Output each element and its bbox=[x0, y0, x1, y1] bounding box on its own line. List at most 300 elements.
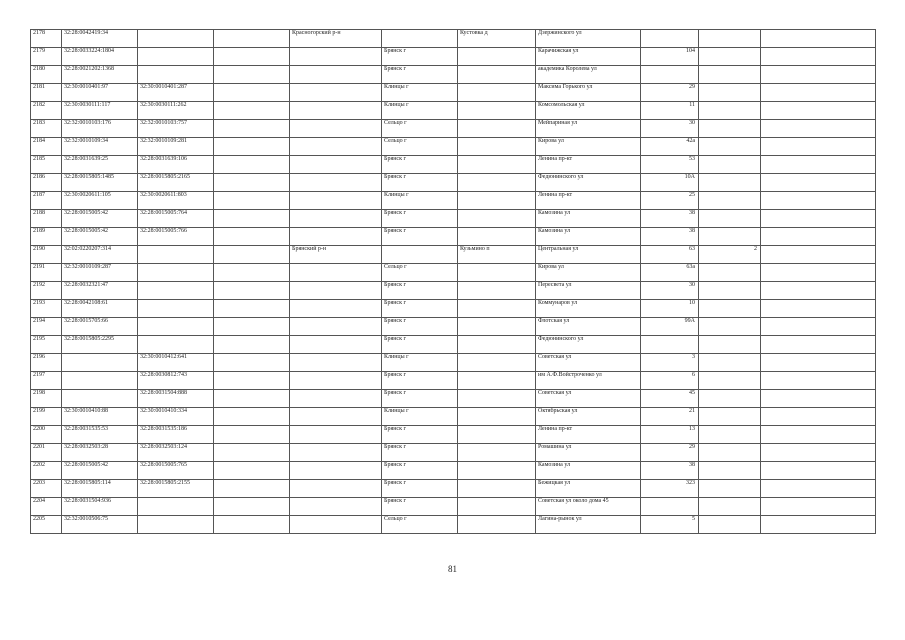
cell-house-number: 38 bbox=[641, 462, 699, 480]
cell-house-number bbox=[641, 498, 699, 516]
cell-city: Сельцо г bbox=[382, 138, 458, 156]
cell-row-number: 2195 bbox=[31, 336, 62, 354]
cell-building-number bbox=[699, 462, 761, 480]
cell-cell-blank bbox=[214, 228, 290, 246]
cell-cell-blank bbox=[214, 372, 290, 390]
cell-building-number bbox=[699, 336, 761, 354]
cell-cadastral-number-building: 32:30:0030111:262 bbox=[138, 102, 214, 120]
cell-settlement bbox=[458, 480, 536, 498]
cell-row-number: 2186 bbox=[31, 174, 62, 192]
cell-house-number: 30 bbox=[641, 120, 699, 138]
cell-settlement bbox=[458, 102, 536, 120]
cell-street: Ленина пр-кт bbox=[536, 192, 641, 210]
cell-row-number: 2201 bbox=[31, 444, 62, 462]
cell-row-number: 2204 bbox=[31, 498, 62, 516]
cell-city: Сельцо г bbox=[382, 516, 458, 534]
cell-settlement bbox=[458, 318, 536, 336]
cell-settlement: Кузьмино п bbox=[458, 246, 536, 264]
table-row bbox=[31, 426, 876, 444]
cell-city: Брянск г bbox=[382, 300, 458, 318]
cell-cadastral-number-building bbox=[138, 498, 214, 516]
cell-street: Федюнинского ул bbox=[536, 336, 641, 354]
cell-district bbox=[290, 408, 382, 426]
cell-house-number: 3 bbox=[641, 354, 699, 372]
cell-cell-blank bbox=[214, 30, 290, 48]
cell-district bbox=[290, 192, 382, 210]
cell-cadastral-number: 32:30:0010410:88 bbox=[62, 408, 138, 426]
cell-cell-blank bbox=[214, 120, 290, 138]
table-row bbox=[31, 300, 876, 318]
cell-row-number: 2183 bbox=[31, 120, 62, 138]
cell-cell-blank bbox=[214, 336, 290, 354]
cell-city bbox=[382, 30, 458, 48]
cell-building-number bbox=[699, 174, 761, 192]
table-row bbox=[31, 192, 876, 210]
cell-cadastral-number-building: 32:28:0015805:2165 bbox=[138, 174, 214, 192]
cell-row-number: 2185 bbox=[31, 156, 62, 174]
cell-house-number: 323 bbox=[641, 480, 699, 498]
cell-district bbox=[290, 390, 382, 408]
cell-cadastral-number: 32:30:0020611:105 bbox=[62, 192, 138, 210]
cell-cadastral-number-building: 32:30:0010410:334 bbox=[138, 408, 214, 426]
cell-settlement bbox=[458, 462, 536, 480]
cell-cadastral-number: 32:32:0010109:34 bbox=[62, 138, 138, 156]
cell-cell-note bbox=[761, 336, 876, 354]
cell-cell-blank bbox=[214, 84, 290, 102]
cell-cadastral-number-building: 32:32:0010109:281 bbox=[138, 138, 214, 156]
cell-cell-blank bbox=[214, 516, 290, 534]
cell-street: Кирова ул bbox=[536, 138, 641, 156]
cell-cell-note bbox=[761, 192, 876, 210]
table-row bbox=[31, 246, 876, 264]
cell-settlement bbox=[458, 354, 536, 372]
cell-cadastral-number: 32:28:0042419:34 bbox=[62, 30, 138, 48]
cell-city: Брянск г bbox=[382, 228, 458, 246]
cell-cadastral-number: 32:02:0220207:314 bbox=[62, 246, 138, 264]
cell-cell-blank bbox=[214, 498, 290, 516]
cell-cadastral-number: 32:32:0010109:287 bbox=[62, 264, 138, 282]
cell-settlement bbox=[458, 228, 536, 246]
cell-street: Камозина ул bbox=[536, 462, 641, 480]
table-row bbox=[31, 498, 876, 516]
cell-settlement bbox=[458, 426, 536, 444]
cell-cell-blank bbox=[214, 462, 290, 480]
cell-cadastral-number-building: 32:30:0020611:803 bbox=[138, 192, 214, 210]
cell-building-number bbox=[699, 498, 761, 516]
cell-cadastral-number: 32:28:0015805:2295 bbox=[62, 336, 138, 354]
cell-building-number bbox=[699, 426, 761, 444]
cell-cell-blank bbox=[214, 102, 290, 120]
cell-cadastral-number-building: 32:30:0010401:287 bbox=[138, 84, 214, 102]
cell-cadastral-number-building bbox=[138, 516, 214, 534]
cell-district bbox=[290, 354, 382, 372]
cell-district bbox=[290, 318, 382, 336]
cell-row-number: 2202 bbox=[31, 462, 62, 480]
cell-house-number: 63а bbox=[641, 264, 699, 282]
cell-cell-blank bbox=[214, 156, 290, 174]
cell-cell-blank bbox=[214, 426, 290, 444]
cell-district: Красногорский р-н bbox=[290, 30, 382, 48]
cell-city: Клинцы г bbox=[382, 84, 458, 102]
cell-district bbox=[290, 282, 382, 300]
cell-cadastral-number: 32:28:0031535:53 bbox=[62, 426, 138, 444]
cell-district bbox=[290, 426, 382, 444]
table-row bbox=[31, 444, 876, 462]
cell-row-number: 2182 bbox=[31, 102, 62, 120]
cell-building-number bbox=[699, 354, 761, 372]
cell-district bbox=[290, 174, 382, 192]
cell-building-number bbox=[699, 138, 761, 156]
cell-cell-note bbox=[761, 102, 876, 120]
page-number: 81 bbox=[448, 564, 457, 574]
cell-street: Пересвета ул bbox=[536, 282, 641, 300]
cell-cell-blank bbox=[214, 444, 290, 462]
cell-city: Брянск г bbox=[382, 372, 458, 390]
cell-house-number: 42а bbox=[641, 138, 699, 156]
cell-row-number: 2178 bbox=[31, 30, 62, 48]
cell-cell-note bbox=[761, 138, 876, 156]
cell-building-number bbox=[699, 120, 761, 138]
cell-street: Флотская ул bbox=[536, 318, 641, 336]
cell-city: Брянск г bbox=[382, 426, 458, 444]
table-row bbox=[31, 390, 876, 408]
cell-settlement bbox=[458, 192, 536, 210]
cell-row-number: 2205 bbox=[31, 516, 62, 534]
cell-city: Клинцы г bbox=[382, 354, 458, 372]
cell-district bbox=[290, 210, 382, 228]
cell-settlement bbox=[458, 336, 536, 354]
cell-cell-blank bbox=[214, 300, 290, 318]
cell-settlement bbox=[458, 498, 536, 516]
cell-house-number bbox=[641, 336, 699, 354]
cell-row-number: 2190 bbox=[31, 246, 62, 264]
cell-cell-note bbox=[761, 354, 876, 372]
cell-house-number: 5 bbox=[641, 516, 699, 534]
cell-city: Брянск г bbox=[382, 66, 458, 84]
cell-district bbox=[290, 516, 382, 534]
cell-cadastral-number bbox=[62, 354, 138, 372]
cell-district bbox=[290, 228, 382, 246]
cell-cell-blank bbox=[214, 282, 290, 300]
table-row bbox=[31, 156, 876, 174]
cell-street: Советская ул около дома 45 bbox=[536, 498, 641, 516]
cell-district bbox=[290, 444, 382, 462]
cell-cell-note bbox=[761, 30, 876, 48]
cell-settlement bbox=[458, 66, 536, 84]
cell-cadastral-number: 32:32:0010103:176 bbox=[62, 120, 138, 138]
cell-house-number: 104 bbox=[641, 48, 699, 66]
cell-building-number bbox=[699, 282, 761, 300]
cell-cadastral-number: 32:28:0032321:47 bbox=[62, 282, 138, 300]
table-row bbox=[31, 84, 876, 102]
cell-cell-note bbox=[761, 444, 876, 462]
cell-house-number: 10А bbox=[641, 174, 699, 192]
cell-cell-note bbox=[761, 282, 876, 300]
cell-building-number bbox=[699, 210, 761, 228]
cell-district bbox=[290, 372, 382, 390]
cell-street: Советская ул bbox=[536, 390, 641, 408]
cell-building-number bbox=[699, 102, 761, 120]
table-row bbox=[31, 354, 876, 372]
cell-building-number bbox=[699, 30, 761, 48]
cell-row-number: 2180 bbox=[31, 66, 62, 84]
cell-cell-note bbox=[761, 174, 876, 192]
cell-cell-blank bbox=[214, 480, 290, 498]
cell-street: Лагина-рынок ул bbox=[536, 516, 641, 534]
cell-cadastral-number-building: 32:28:0031504:888 bbox=[138, 390, 214, 408]
cell-city: Брянск г bbox=[382, 462, 458, 480]
cell-cell-blank bbox=[214, 48, 290, 66]
cell-street: Дзержинского ул bbox=[536, 30, 641, 48]
cell-cadastral-number-building: 32:28:0030812:743 bbox=[138, 372, 214, 390]
table-row bbox=[31, 516, 876, 534]
cell-cadastral-number: 32:30:0010401:97 bbox=[62, 84, 138, 102]
cell-cell-note bbox=[761, 48, 876, 66]
cell-cadastral-number: 32:28:0015005:42 bbox=[62, 228, 138, 246]
cell-building-number bbox=[699, 390, 761, 408]
cell-cell-blank bbox=[214, 210, 290, 228]
cell-street: Кирова ул bbox=[536, 264, 641, 282]
cell-street: им А.Ф.Войстроченко ул bbox=[536, 372, 641, 390]
cell-cell-blank bbox=[214, 138, 290, 156]
table-row bbox=[31, 48, 876, 66]
cell-cell-blank bbox=[214, 192, 290, 210]
cell-cadastral-number-building: 32:28:0015005:764 bbox=[138, 210, 214, 228]
cell-row-number: 2193 bbox=[31, 300, 62, 318]
cell-city: Клинцы г bbox=[382, 102, 458, 120]
cell-row-number: 2184 bbox=[31, 138, 62, 156]
cell-cell-note bbox=[761, 516, 876, 534]
cell-city: Брянск г bbox=[382, 390, 458, 408]
cell-cell-note bbox=[761, 408, 876, 426]
table-row bbox=[31, 462, 876, 480]
table-row bbox=[31, 264, 876, 282]
cell-building-number bbox=[699, 192, 761, 210]
cell-building-number bbox=[699, 372, 761, 390]
table-row bbox=[31, 30, 876, 48]
cell-street: академика Королева ул bbox=[536, 66, 641, 84]
table-row bbox=[31, 408, 876, 426]
cell-row-number: 2188 bbox=[31, 210, 62, 228]
cell-street: Ленина пр-кт bbox=[536, 426, 641, 444]
cell-house-number: 38 bbox=[641, 228, 699, 246]
cell-cell-blank bbox=[214, 174, 290, 192]
cell-house-number: 38 bbox=[641, 210, 699, 228]
cell-cell-note bbox=[761, 156, 876, 174]
table-row bbox=[31, 120, 876, 138]
cell-row-number: 2194 bbox=[31, 318, 62, 336]
cell-settlement bbox=[458, 120, 536, 138]
cell-city: Брянск г bbox=[382, 282, 458, 300]
cell-cadastral-number bbox=[62, 372, 138, 390]
cell-cadastral-number-building bbox=[138, 282, 214, 300]
cell-city: Брянск г bbox=[382, 174, 458, 192]
cell-district bbox=[290, 462, 382, 480]
cell-street: Советская ул bbox=[536, 354, 641, 372]
cell-cadastral-number-building: 32:28:0032503:124 bbox=[138, 444, 214, 462]
cell-house-number: 21 bbox=[641, 408, 699, 426]
cell-settlement bbox=[458, 48, 536, 66]
cell-city: Сельцо г bbox=[382, 264, 458, 282]
cell-cadastral-number-building: 32:28:0015805:2155 bbox=[138, 480, 214, 498]
cell-street: Камозина ул bbox=[536, 228, 641, 246]
cell-cadastral-number: 32:28:0031504:936 bbox=[62, 498, 138, 516]
cell-city: Брянск г bbox=[382, 444, 458, 462]
cell-building-number bbox=[699, 318, 761, 336]
cell-cell-note bbox=[761, 120, 876, 138]
cell-building-number bbox=[699, 408, 761, 426]
cell-cadastral-number: 32:32:0010506:75 bbox=[62, 516, 138, 534]
cell-cadastral-number-building: 32:28:0015005:766 bbox=[138, 228, 214, 246]
cell-street: Коммунаров ул bbox=[536, 300, 641, 318]
cell-district bbox=[290, 66, 382, 84]
table-row bbox=[31, 372, 876, 390]
cell-street: Ромашина ул bbox=[536, 444, 641, 462]
cell-house-number: 29 bbox=[641, 84, 699, 102]
cell-district bbox=[290, 156, 382, 174]
cell-cell-note bbox=[761, 426, 876, 444]
cell-row-number: 2199 bbox=[31, 408, 62, 426]
cell-cell-note bbox=[761, 246, 876, 264]
cell-district bbox=[290, 48, 382, 66]
cell-cadastral-number-building bbox=[138, 300, 214, 318]
cell-row-number: 2198 bbox=[31, 390, 62, 408]
cell-cadastral-number: 32:28:0015005:42 bbox=[62, 462, 138, 480]
cell-settlement bbox=[458, 444, 536, 462]
cell-city: Клинцы г bbox=[382, 408, 458, 426]
cell-street: Октябрьская ул bbox=[536, 408, 641, 426]
cell-house-number: 29 bbox=[641, 444, 699, 462]
cell-cadastral-number-building bbox=[138, 30, 214, 48]
cell-settlement bbox=[458, 210, 536, 228]
cell-street: Бежицкая ул bbox=[536, 480, 641, 498]
cell-cadastral-number: 32:28:0015005:42 bbox=[62, 210, 138, 228]
cell-building-number bbox=[699, 156, 761, 174]
cell-cell-note bbox=[761, 480, 876, 498]
cell-row-number: 2203 bbox=[31, 480, 62, 498]
cell-row-number: 2179 bbox=[31, 48, 62, 66]
cell-settlement: Кустовка д bbox=[458, 30, 536, 48]
cell-building-number bbox=[699, 48, 761, 66]
cell-cell-note bbox=[761, 66, 876, 84]
cell-cadastral-number-building: 32:28:0015005:765 bbox=[138, 462, 214, 480]
cell-building-number bbox=[699, 264, 761, 282]
cell-settlement bbox=[458, 84, 536, 102]
cell-district bbox=[290, 300, 382, 318]
cell-district bbox=[290, 264, 382, 282]
cell-row-number: 2197 bbox=[31, 372, 62, 390]
table-row bbox=[31, 318, 876, 336]
register-table-body bbox=[31, 30, 876, 534]
cell-cell-note bbox=[761, 318, 876, 336]
cell-house-number bbox=[641, 66, 699, 84]
cell-house-number: 13 bbox=[641, 426, 699, 444]
table-row bbox=[31, 282, 876, 300]
cell-house-number: 45 bbox=[641, 390, 699, 408]
table-row bbox=[31, 228, 876, 246]
table-row bbox=[31, 174, 876, 192]
cell-building-number bbox=[699, 444, 761, 462]
cell-settlement bbox=[458, 174, 536, 192]
cell-cadastral-number: 32:28:0015805:1485 bbox=[62, 174, 138, 192]
cell-settlement bbox=[458, 516, 536, 534]
cell-cell-note bbox=[761, 390, 876, 408]
cell-row-number: 2181 bbox=[31, 84, 62, 102]
cell-district bbox=[290, 336, 382, 354]
cell-settlement bbox=[458, 300, 536, 318]
cell-cell-blank bbox=[214, 246, 290, 264]
cell-building-number: 2 bbox=[699, 246, 761, 264]
cell-house-number: 6 bbox=[641, 372, 699, 390]
cell-street: Карачижская ул bbox=[536, 48, 641, 66]
cell-cell-note bbox=[761, 462, 876, 480]
cell-city bbox=[382, 246, 458, 264]
cell-building-number bbox=[699, 84, 761, 102]
cell-building-number bbox=[699, 516, 761, 534]
cell-street: Ленина пр-кт bbox=[536, 156, 641, 174]
cell-cadastral-number: 32:28:0015805:114 bbox=[62, 480, 138, 498]
cell-cadastral-number: 32:28:0042108:61 bbox=[62, 300, 138, 318]
table-row bbox=[31, 102, 876, 120]
cell-cell-note bbox=[761, 264, 876, 282]
cell-cadastral-number-building bbox=[138, 246, 214, 264]
cell-settlement bbox=[458, 156, 536, 174]
cell-building-number bbox=[699, 480, 761, 498]
cell-house-number: 30 bbox=[641, 282, 699, 300]
cell-house-number: 10 bbox=[641, 300, 699, 318]
cell-settlement bbox=[458, 264, 536, 282]
table-row bbox=[31, 480, 876, 498]
cell-district bbox=[290, 102, 382, 120]
cell-district bbox=[290, 480, 382, 498]
cell-settlement bbox=[458, 390, 536, 408]
cell-cell-note bbox=[761, 84, 876, 102]
cell-cadastral-number-building bbox=[138, 264, 214, 282]
cell-cell-blank bbox=[214, 354, 290, 372]
register-table bbox=[30, 29, 876, 534]
cell-house-number: 25 bbox=[641, 192, 699, 210]
cell-cell-note bbox=[761, 210, 876, 228]
cell-cadastral-number-building bbox=[138, 66, 214, 84]
table-row bbox=[31, 210, 876, 228]
cell-row-number: 2192 bbox=[31, 282, 62, 300]
cell-cell-blank bbox=[214, 318, 290, 336]
cell-settlement bbox=[458, 282, 536, 300]
cell-street: Центральная ул bbox=[536, 246, 641, 264]
cell-row-number: 2200 bbox=[31, 426, 62, 444]
cell-house-number: 99А bbox=[641, 318, 699, 336]
cell-street: Федюнинского ул bbox=[536, 174, 641, 192]
cell-cadastral-number-building: 32:28:0031639:106 bbox=[138, 156, 214, 174]
cell-settlement bbox=[458, 138, 536, 156]
cell-cell-note bbox=[761, 372, 876, 390]
cell-district: Брянский р-н bbox=[290, 246, 382, 264]
cell-cadastral-number: 32:30:0030111:117 bbox=[62, 102, 138, 120]
cell-cell-blank bbox=[214, 408, 290, 426]
cell-cell-blank bbox=[214, 264, 290, 282]
cell-cadastral-number-building: 32:32:0010103:757 bbox=[138, 120, 214, 138]
cell-cadastral-number bbox=[62, 390, 138, 408]
cell-cell-blank bbox=[214, 390, 290, 408]
cell-cadastral-number-building bbox=[138, 336, 214, 354]
cell-cadastral-number-building bbox=[138, 318, 214, 336]
cell-settlement bbox=[458, 372, 536, 390]
cell-cadastral-number: 32:28:0033224:1804 bbox=[62, 48, 138, 66]
cell-city: Брянск г bbox=[382, 210, 458, 228]
cell-cadastral-number-building: 32:28:0031535:186 bbox=[138, 426, 214, 444]
cell-city: Сельцо г bbox=[382, 120, 458, 138]
cell-street: Камозина ул bbox=[536, 210, 641, 228]
